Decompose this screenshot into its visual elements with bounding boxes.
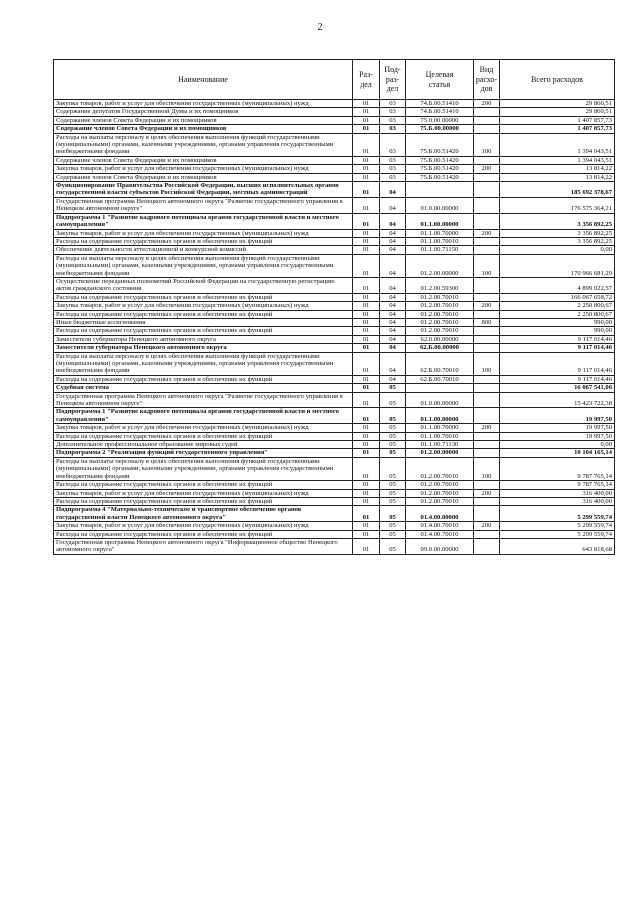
table-row xyxy=(54,302,615,310)
cell-name: Содержание членов Совета Федерации и их помощников xyxy=(54,125,353,133)
cell-name: Закупка товаров, работ и услуг для обеспечения государственных (муниципальных) нужд xyxy=(54,522,353,530)
cell-article: 01.4.00.70010 xyxy=(406,522,474,530)
cell-total: 3 356 892,25 xyxy=(500,213,615,229)
cell-expense-type xyxy=(474,432,500,440)
table-row xyxy=(54,173,615,181)
cell-expense-type xyxy=(474,277,500,293)
cell-article: 01.1.00.00000 xyxy=(406,408,474,424)
cell-subsection: 05 xyxy=(380,432,406,440)
cell-subsection: 03 xyxy=(380,116,406,124)
table-row xyxy=(54,100,615,108)
cell-expense-type xyxy=(474,392,500,408)
cell-name: Расходы на выплаты персоналу в целях обеспечения выполнения функций государственными (муниципальными) органами, казенными учреждениями, органами управления государственными внебюджетными фондами xyxy=(54,254,353,277)
cell-article: 62.Б.00.70010 xyxy=(406,352,474,375)
table-row xyxy=(54,432,615,440)
cell-expense-type xyxy=(474,335,500,343)
cell-total: 19 997,50 xyxy=(500,408,615,424)
cell-subsection: 05 xyxy=(380,392,406,408)
cell-total: 170 966 681,29 xyxy=(500,254,615,277)
cell-subsection: 03 xyxy=(380,156,406,164)
cell-expense-type xyxy=(474,182,500,198)
cell-article: 01.2.00.70010 xyxy=(406,327,474,335)
cell-article: 01.2.00.70010 xyxy=(406,293,474,301)
cell-name: Функционирование Правительства Российской Федерации, высших исполнительных органов государственной власти субъектов Российской Федерации, местных администраций xyxy=(54,182,353,198)
cell-article: 01.2.00.70010 xyxy=(406,489,474,497)
cell-section: 01 xyxy=(353,133,380,156)
table-row xyxy=(54,538,615,554)
table-row xyxy=(54,277,615,293)
cell-expense-type xyxy=(474,173,500,181)
cell-article: 01.1.00.71150 xyxy=(406,246,474,254)
cell-total: 9 117 014,46 xyxy=(500,344,615,352)
cell-article: 75.Б.00.00000 xyxy=(406,125,474,133)
cell-article: 01.2.00.59300 xyxy=(406,277,474,293)
cell-expense-type: 200 xyxy=(474,229,500,237)
cell-expense-type xyxy=(474,530,500,538)
cell-section: 01 xyxy=(353,277,380,293)
cell-article: 01.2.00.70010 xyxy=(406,481,474,489)
cell-total: 3 356 892,25 xyxy=(500,229,615,237)
cell-section: 01 xyxy=(353,457,380,480)
cell-subsection: 04 xyxy=(380,229,406,237)
table-row xyxy=(54,384,615,392)
cell-name: Содержание депутатов Государственной Думы и их помощников xyxy=(54,108,353,116)
cell-article: 75.Б.00.51420 xyxy=(406,173,474,181)
table-row xyxy=(54,310,615,318)
cell-section: 01 xyxy=(353,116,380,124)
cell-total: 5 299 559,74 xyxy=(500,522,615,530)
cell-subsection: 04 xyxy=(380,344,406,352)
cell-expense-type: 100 xyxy=(474,457,500,480)
cell-total: 1 407 857,73 xyxy=(500,116,615,124)
cell-subsection: 04 xyxy=(380,293,406,301)
cell-expense-type xyxy=(474,408,500,424)
table-row xyxy=(54,522,615,530)
cell-name: Подпрограмма 1 "Развитие кадрового потенциала органов государственной власти и местного самоуправления" xyxy=(54,213,353,229)
cell-section: 01 xyxy=(353,538,380,554)
cell-name: Расходы на содержание государственных органов и обеспечение их функций xyxy=(54,237,353,245)
cell-section: 01 xyxy=(353,408,380,424)
cell-section: 01 xyxy=(353,392,380,408)
cell-name: Иные бюджетные ассигнования xyxy=(54,318,353,326)
cell-article: 01.4.00.00000 xyxy=(406,506,474,522)
cell-name: Расходы на выплаты персоналу в целях обеспечения выполнения функций государственными (муниципальными) органами, казенными учреждениями, органами управления государственными внебюджетными фондами xyxy=(54,133,353,156)
cell-subsection: 05 xyxy=(380,384,406,392)
cell-expense-type xyxy=(474,310,500,318)
cell-section: 01 xyxy=(353,335,380,343)
cell-section: 01 xyxy=(353,182,380,198)
cell-section: 01 xyxy=(353,108,380,116)
cell-section: 01 xyxy=(353,522,380,530)
cell-article: 01.1.00.71130 xyxy=(406,441,474,449)
cell-article: 62.0.00.00000 xyxy=(406,335,474,343)
cell-name: Подпрограмма 2 "Реализация функций государственного управления" xyxy=(54,449,353,457)
cell-expense-type: 100 xyxy=(474,352,500,375)
cell-section: 01 xyxy=(353,497,380,505)
cell-name: Закупка товаров, работ и услуг для обеспечения государственных (муниципальных) нужд xyxy=(54,302,353,310)
table-row xyxy=(54,352,615,375)
cell-section: 01 xyxy=(353,173,380,181)
cell-subsection: 04 xyxy=(380,182,406,198)
cell-total: 316 400,00 xyxy=(500,489,615,497)
cell-subsection: 04 xyxy=(380,277,406,293)
cell-name: Расходы на выплаты персоналу в целях обеспечения выполнения функций государственными (муниципальными) органами, казенными учреждениями, органами управления государственными внебюджетными фондами xyxy=(54,352,353,375)
cell-name: Государственная программа Ненецкого автономного округа "Информационное общество Ненецкого автономного округа" xyxy=(54,538,353,554)
table-row xyxy=(54,293,615,301)
header-expense-type: Вид расхо- дов xyxy=(474,60,500,100)
table-row xyxy=(54,229,615,237)
cell-total: 5 299 559,74 xyxy=(500,530,615,538)
table-row xyxy=(54,108,615,116)
cell-total: 1 394 043,51 xyxy=(500,156,615,164)
table-row xyxy=(54,213,615,229)
cell-section: 01 xyxy=(353,489,380,497)
table-row xyxy=(54,449,615,457)
cell-name: Закупка товаров, работ и услуг для обеспечения государственных (муниципальных) нужд xyxy=(54,165,353,173)
cell-expense-type: 200 xyxy=(474,165,500,173)
cell-article: 75.Б.00.51420 xyxy=(406,133,474,156)
cell-expense-type xyxy=(474,481,500,489)
table-row xyxy=(54,318,615,326)
cell-article: 01.1.00.00000 xyxy=(406,213,474,229)
cell-article: 01.2.00.00000 xyxy=(406,254,474,277)
cell-subsection: 04 xyxy=(380,318,406,326)
cell-subsection: 04 xyxy=(380,310,406,318)
cell-total: 9 117 014,46 xyxy=(500,352,615,375)
cell-name: Дополнительное профессиональное образование мировых судей xyxy=(54,441,353,449)
cell-name: Расходы на содержание государственных органов и обеспечение их функций xyxy=(54,481,353,489)
cell-expense-type xyxy=(474,116,500,124)
cell-article: 01.4.00.70010 xyxy=(406,530,474,538)
cell-total: 19 997,50 xyxy=(500,424,615,432)
cell-expense-type xyxy=(474,197,500,213)
header-name: Наименование xyxy=(54,60,353,100)
cell-name: Расходы на содержание государственных органов и обеспечение их функций xyxy=(54,310,353,318)
cell-expense-type xyxy=(474,375,500,383)
table-row xyxy=(54,125,615,133)
cell-name: Подпрограмма 1 "Развитие кадрового потенциала органов государственной власти и местного самоуправления" xyxy=(54,408,353,424)
cell-total: 29 860,51 xyxy=(500,100,615,108)
cell-total: 1 407 857,73 xyxy=(500,125,615,133)
cell-article: 01.1.00.70000 xyxy=(406,424,474,432)
cell-subsection: 05 xyxy=(380,424,406,432)
cell-article: 01.2.00.00000 xyxy=(406,449,474,457)
cell-name: Судебная система xyxy=(54,384,353,392)
table-row xyxy=(54,116,615,124)
header-section: Раз- дел xyxy=(353,60,380,100)
cell-total: 166 067 658,72 xyxy=(500,293,615,301)
table-row xyxy=(54,392,615,408)
cell-total: 9 787 765,14 xyxy=(500,457,615,480)
cell-expense-type xyxy=(474,441,500,449)
table-row xyxy=(54,489,615,497)
cell-subsection: 03 xyxy=(380,125,406,133)
cell-total: 9 117 014,46 xyxy=(500,375,615,383)
table-row xyxy=(54,530,615,538)
cell-expense-type xyxy=(474,327,500,335)
cell-subsection: 04 xyxy=(380,237,406,245)
cell-total: 13 814,22 xyxy=(500,165,615,173)
cell-name: Расходы на содержание государственных органов и обеспечение их функций xyxy=(54,293,353,301)
cell-subsection: 03 xyxy=(380,100,406,108)
cell-section: 01 xyxy=(353,481,380,489)
table-row xyxy=(54,254,615,277)
cell-expense-type xyxy=(474,449,500,457)
cell-name: Закупка товаров, работ и услуг для обеспечения государственных (муниципальных) нужд xyxy=(54,100,353,108)
table-row xyxy=(54,497,615,505)
table-row xyxy=(54,237,615,245)
cell-name: Содержание членов Совета Федерации и их помощников xyxy=(54,173,353,181)
table-row xyxy=(54,165,615,173)
cell-name: Подпрограмма 4 "Материально-техническое и транспортное обеспечение органов государственной власти Ненецкого автономного округа" xyxy=(54,506,353,522)
cell-total: 990,00 xyxy=(500,318,615,326)
cell-name: Закупка товаров, работ и услуг для обеспечения государственных (муниципальных) нужд xyxy=(54,489,353,497)
cell-subsection: 05 xyxy=(380,441,406,449)
cell-article: 01.1.00.70010 xyxy=(406,432,474,440)
cell-total: 2 250 800,67 xyxy=(500,310,615,318)
cell-expense-type xyxy=(474,384,500,392)
cell-expense-type: 800 xyxy=(474,318,500,326)
cell-section: 01 xyxy=(353,375,380,383)
cell-section: 01 xyxy=(353,197,380,213)
cell-section: 01 xyxy=(353,165,380,173)
cell-article: 62.Б.00.70010 xyxy=(406,375,474,383)
cell-article xyxy=(406,384,474,392)
cell-section: 01 xyxy=(353,156,380,164)
cell-section: 01 xyxy=(353,432,380,440)
cell-name: Государственная программа Ненецкого автономного округа "Развитие государственного управления в Ненецком автономном округе" xyxy=(54,197,353,213)
cell-total: 0,00 xyxy=(500,441,615,449)
cell-subsection: 03 xyxy=(380,108,406,116)
cell-name: Содержание членов Совета Федерации и их помощников xyxy=(54,156,353,164)
cell-section: 01 xyxy=(353,213,380,229)
cell-article: 01.0.00.00000 xyxy=(406,392,474,408)
cell-total: 29 860,51 xyxy=(500,108,615,116)
cell-article: 74.Б.00.51410 xyxy=(406,108,474,116)
cell-section: 01 xyxy=(353,327,380,335)
cell-total: 990,00 xyxy=(500,327,615,335)
table-row xyxy=(54,457,615,480)
cell-section: 01 xyxy=(353,229,380,237)
table-row xyxy=(54,197,615,213)
cell-subsection: 05 xyxy=(380,506,406,522)
cell-expense-type: 200 xyxy=(474,489,500,497)
cell-name: Расходы на содержание государственных органов и обеспечение их функций xyxy=(54,327,353,335)
cell-section: 01 xyxy=(353,384,380,392)
cell-subsection: 03 xyxy=(380,133,406,156)
cell-total: 176 575 364,21 xyxy=(500,197,615,213)
cell-expense-type xyxy=(474,497,500,505)
cell-expense-type xyxy=(474,246,500,254)
table-row xyxy=(54,327,615,335)
cell-article: 75.Б.00.51420 xyxy=(406,165,474,173)
cell-section: 01 xyxy=(353,449,380,457)
cell-section: 01 xyxy=(353,530,380,538)
cell-expense-type: 200 xyxy=(474,424,500,432)
cell-name: Заместители губернатора Ненецкого автономного округа xyxy=(54,335,353,343)
header-total: Всего расходов xyxy=(500,60,615,100)
table-row xyxy=(54,156,615,164)
cell-section: 01 xyxy=(353,254,380,277)
cell-name: Расходы на содержание государственных органов и обеспечение их функций xyxy=(54,432,353,440)
cell-expense-type xyxy=(474,125,500,133)
table-row xyxy=(54,408,615,424)
cell-expense-type xyxy=(474,108,500,116)
cell-total: 316 400,00 xyxy=(500,497,615,505)
cell-section: 01 xyxy=(353,318,380,326)
cell-section: 01 xyxy=(353,310,380,318)
cell-section: 01 xyxy=(353,237,380,245)
cell-subsection: 04 xyxy=(380,197,406,213)
cell-total: 9 787 765,14 xyxy=(500,481,615,489)
cell-name: Государственная программа Ненецкого автономного округа "Развитие государственного управления в Ненецком автономном округе" xyxy=(54,392,353,408)
table-row xyxy=(54,182,615,198)
cell-subsection: 05 xyxy=(380,489,406,497)
cell-article: 01.1.00.70000 xyxy=(406,229,474,237)
cell-expense-type xyxy=(474,506,500,522)
cell-subsection: 04 xyxy=(380,327,406,335)
page-number: 2 xyxy=(317,22,323,33)
cell-total: 2 250 800,67 xyxy=(500,302,615,310)
budget-table xyxy=(53,59,615,555)
cell-article: 01.0.00.00000 xyxy=(406,197,474,213)
cell-subsection: 03 xyxy=(380,165,406,173)
header-article: Целевая статья xyxy=(406,60,474,100)
cell-expense-type xyxy=(474,213,500,229)
cell-subsection: 05 xyxy=(380,522,406,530)
cell-article: 01.2.00.70010 xyxy=(406,302,474,310)
cell-article: 09.0.00.00000 xyxy=(406,538,474,554)
cell-expense-type xyxy=(474,293,500,301)
cell-name: Расходы на выплаты персоналу в целях обеспечения выполнения функций государственными (муниципальными) органами, казенными учреждениями, органами управления государственными внебюджетными фондами xyxy=(54,457,353,480)
table-row xyxy=(54,246,615,254)
cell-total: 13 814,22 xyxy=(500,173,615,181)
cell-article: 01.2.00.70010 xyxy=(406,310,474,318)
cell-expense-type: 100 xyxy=(474,254,500,277)
cell-subsection: 03 xyxy=(380,173,406,181)
cell-name: Расходы на содержание государственных органов и обеспечение их функций xyxy=(54,375,353,383)
cell-name: Осуществление переданных полномочий Российской Федерации на государственную регистрацию актов гражданского состояния xyxy=(54,277,353,293)
table-row xyxy=(54,441,615,449)
cell-name: Расходы на содержание государственных органов и обеспечение их функций xyxy=(54,530,353,538)
table-row xyxy=(54,506,615,522)
cell-subsection: 04 xyxy=(380,335,406,343)
cell-subsection: 04 xyxy=(380,352,406,375)
cell-total: 185 692 378,67 xyxy=(500,182,615,198)
cell-total: 5 299 559,74 xyxy=(500,506,615,522)
cell-expense-type: 200 xyxy=(474,302,500,310)
table-row xyxy=(54,481,615,489)
cell-subsection: 04 xyxy=(380,375,406,383)
cell-total: 15 423 722,38 xyxy=(500,392,615,408)
cell-subsection: 04 xyxy=(380,254,406,277)
table-row xyxy=(54,375,615,383)
cell-section: 01 xyxy=(353,424,380,432)
cell-article xyxy=(406,182,474,198)
cell-subsection: 05 xyxy=(380,530,406,538)
cell-total: 4 899 022,57 xyxy=(500,277,615,293)
cell-subsection: 05 xyxy=(380,538,406,554)
cell-expense-type xyxy=(474,156,500,164)
cell-article: 01.1.00.70010 xyxy=(406,237,474,245)
cell-section: 01 xyxy=(353,293,380,301)
cell-subsection: 05 xyxy=(380,497,406,505)
cell-article: 75.0.00.00000 xyxy=(406,116,474,124)
table-row xyxy=(54,424,615,432)
cell-total: 643 818,68 xyxy=(500,538,615,554)
cell-article: 62.Б.00.00000 xyxy=(406,344,474,352)
cell-name: Содержание членов Совета Федерации и их помощников xyxy=(54,116,353,124)
cell-subsection: 05 xyxy=(380,481,406,489)
table-body xyxy=(54,100,615,555)
cell-expense-type: 100 xyxy=(474,133,500,156)
cell-expense-type: 200 xyxy=(474,100,500,108)
cell-expense-type xyxy=(474,538,500,554)
table-row xyxy=(54,133,615,156)
cell-section: 01 xyxy=(353,302,380,310)
cell-article: 75.Б.00.51420 xyxy=(406,156,474,164)
cell-name: Обеспечение деятельности аттестационной и конкурсной комиссий xyxy=(54,246,353,254)
cell-total: 3 356 892,25 xyxy=(500,237,615,245)
cell-expense-type xyxy=(474,237,500,245)
cell-name: Заместители губернатора Ненецкого автономного округа xyxy=(54,344,353,352)
cell-total: 0,00 xyxy=(500,246,615,254)
cell-article: 01.2.00.70010 xyxy=(406,457,474,480)
cell-total: 16 067 541,06 xyxy=(500,384,615,392)
cell-section: 01 xyxy=(353,506,380,522)
cell-subsection: 05 xyxy=(380,457,406,480)
header-subsection: Под- раз- дел xyxy=(380,60,406,100)
cell-total: 10 104 165,14 xyxy=(500,449,615,457)
cell-section: 01 xyxy=(353,125,380,133)
cell-subsection: 05 xyxy=(380,408,406,424)
cell-total: 9 117 014,46 xyxy=(500,335,615,343)
cell-expense-type xyxy=(474,344,500,352)
cell-section: 01 xyxy=(353,344,380,352)
cell-subsection: 05 xyxy=(380,449,406,457)
cell-total: 1 394 043,51 xyxy=(500,133,615,156)
cell-article: 74.Б.00.51410 xyxy=(406,100,474,108)
cell-name: Закупка товаров, работ и услуг для обеспечения государственных (муниципальных) нужд xyxy=(54,229,353,237)
table-row xyxy=(54,335,615,343)
cell-section: 01 xyxy=(353,246,380,254)
cell-subsection: 04 xyxy=(380,246,406,254)
cell-section: 01 xyxy=(353,352,380,375)
cell-expense-type: 200 xyxy=(474,522,500,530)
cell-name: Расходы на содержание государственных органов и обеспечение их функций xyxy=(54,497,353,505)
cell-article: 01.2.00.70010 xyxy=(406,318,474,326)
cell-section: 01 xyxy=(353,441,380,449)
cell-name: Закупка товаров, работ и услуг для обеспечения государственных (муниципальных) нужд xyxy=(54,424,353,432)
cell-article: 01.2.00.70010 xyxy=(406,497,474,505)
cell-total: 19 997,50 xyxy=(500,432,615,440)
cell-subsection: 04 xyxy=(380,213,406,229)
cell-section: 01 xyxy=(353,100,380,108)
table-header xyxy=(54,60,615,100)
cell-subsection: 04 xyxy=(380,302,406,310)
table-row xyxy=(54,344,615,352)
